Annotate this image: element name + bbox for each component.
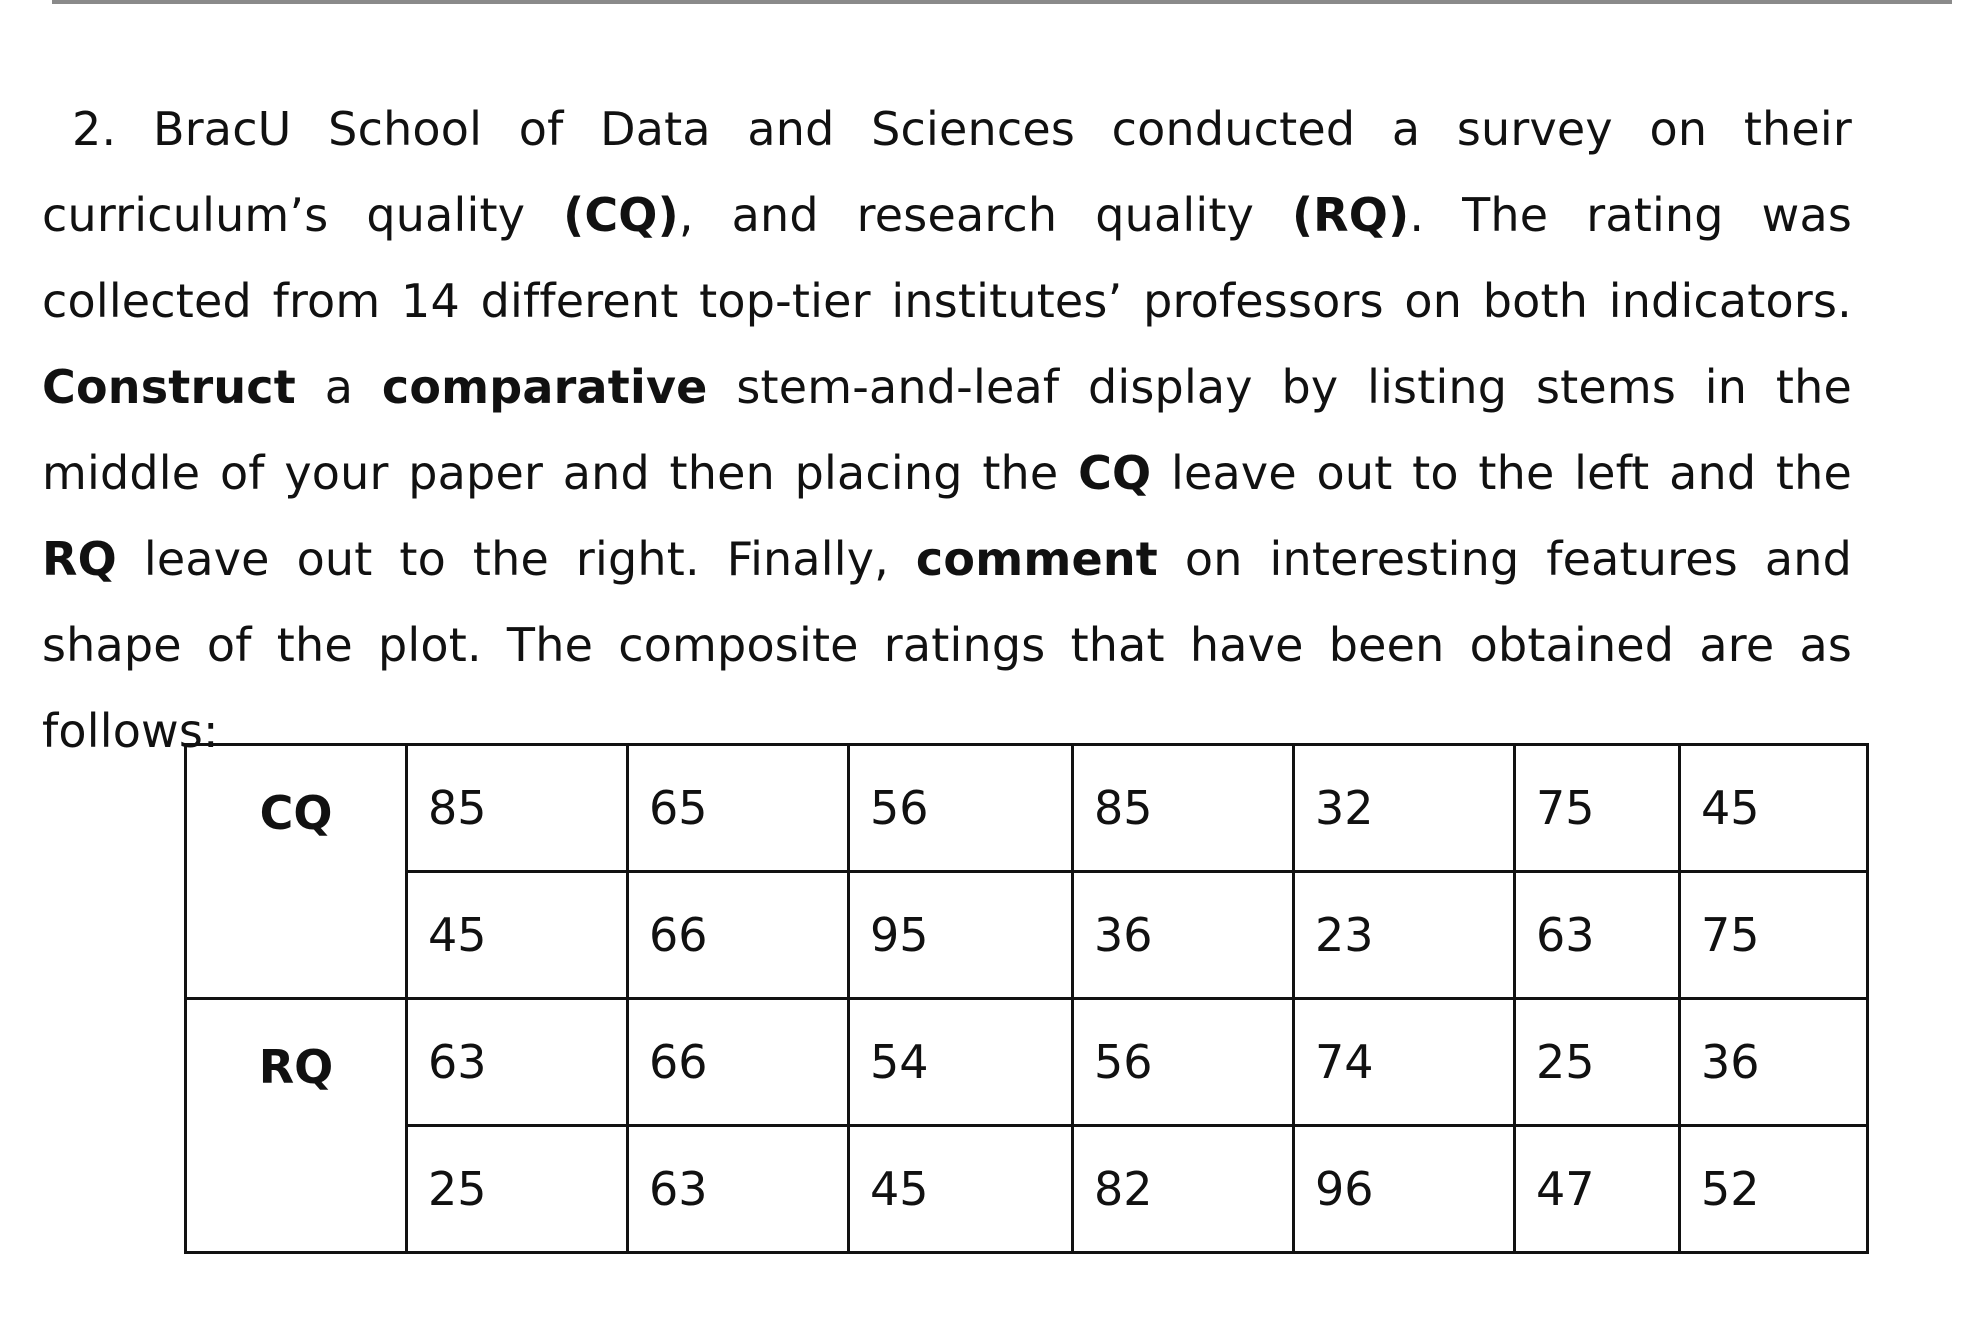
table-cell: 25 bbox=[407, 1126, 628, 1253]
ratings-table bbox=[184, 743, 1869, 1254]
table-cell: 52 bbox=[1680, 1126, 1868, 1253]
table-cell: 25 bbox=[1515, 999, 1680, 1126]
table-cell: 82 bbox=[1073, 1126, 1294, 1253]
table-cell: 47 bbox=[1515, 1126, 1680, 1253]
table-cell: 75 bbox=[1515, 745, 1680, 872]
rq-group-label: RQ bbox=[186, 999, 407, 1253]
table-cell: 63 bbox=[1515, 872, 1680, 999]
rq-abbreviation: (RQ) bbox=[1291, 188, 1410, 242]
question-part-1: BracU School of Data and Sciences conducted a survey on their curriculum’s quality bbox=[42, 102, 1852, 242]
cq-abbreviation: (CQ) bbox=[563, 188, 679, 242]
table-cell: 56 bbox=[849, 745, 1073, 872]
question-part-2: , and research quality bbox=[678, 188, 1292, 242]
question-part-8: on interesting features and shape of the plot. The composite ratings that have been obtained are as follows: bbox=[42, 532, 1852, 758]
cq-keyword: CQ bbox=[1078, 446, 1152, 500]
question-part-3: . The rating was collected from 14 different top-tier institutes’ professors on both indicators. bbox=[42, 188, 1853, 328]
comparative-keyword: comparative bbox=[381, 360, 708, 414]
question-part-5: stem-and-leaf display by listing stems in the middle of your paper and then placing the bbox=[42, 360, 1852, 500]
table-cell: 85 bbox=[1073, 745, 1294, 872]
table-row bbox=[186, 999, 1868, 1126]
table-cell: 45 bbox=[849, 1126, 1073, 1253]
rq-keyword: RQ bbox=[42, 532, 117, 586]
table-cell: 56 bbox=[1073, 999, 1294, 1126]
question-part-6: leave out to the left and the bbox=[1151, 446, 1852, 500]
question-part-7: leave out to the right. Finally, bbox=[116, 532, 916, 586]
table-cell: 65 bbox=[628, 745, 849, 872]
question-part-4: a bbox=[295, 360, 382, 414]
question-number: 2. bbox=[72, 102, 117, 156]
table-row bbox=[186, 745, 1868, 872]
table-cell: 74 bbox=[1294, 999, 1515, 1126]
table-cell: 36 bbox=[1073, 872, 1294, 999]
table-cell: 54 bbox=[849, 999, 1073, 1126]
construct-keyword: Construct bbox=[42, 360, 296, 414]
question-text bbox=[42, 86, 1852, 774]
table-cell: 45 bbox=[1680, 745, 1868, 872]
table-cell: 32 bbox=[1294, 745, 1515, 872]
table-cell: 36 bbox=[1680, 999, 1868, 1126]
table-cell: 66 bbox=[628, 872, 849, 999]
table-cell: 75 bbox=[1680, 872, 1868, 999]
table-cell: 66 bbox=[628, 999, 849, 1126]
table-cell: 95 bbox=[849, 872, 1073, 999]
table-cell: 85 bbox=[407, 745, 628, 872]
cq-group-label: CQ bbox=[186, 745, 407, 999]
table-row bbox=[186, 872, 1868, 999]
table-row bbox=[186, 1126, 1868, 1253]
comment-keyword: comment bbox=[915, 532, 1158, 586]
table-cell: 63 bbox=[628, 1126, 849, 1253]
table-cell: 63 bbox=[407, 999, 628, 1126]
top-divider bbox=[52, 0, 1952, 4]
table-cell: 45 bbox=[407, 872, 628, 999]
table-cell: 23 bbox=[1294, 872, 1515, 999]
table-cell: 96 bbox=[1294, 1126, 1515, 1253]
